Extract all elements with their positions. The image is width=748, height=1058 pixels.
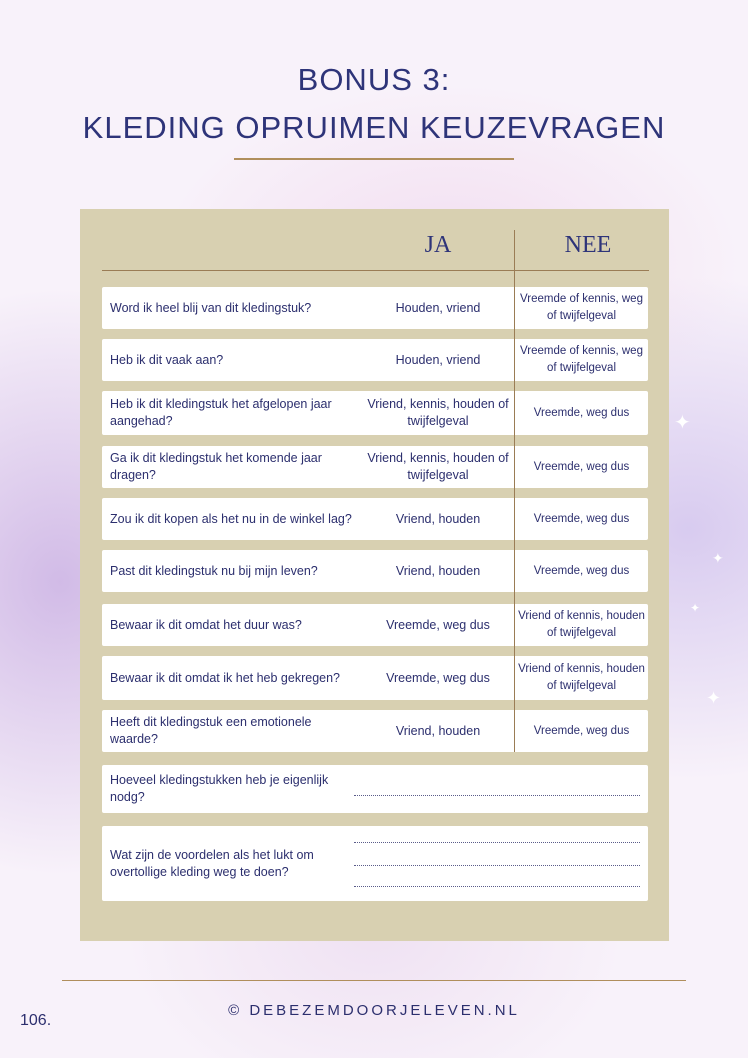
column-header-ja: JA: [424, 232, 452, 258]
answer-line[interactable]: [354, 886, 640, 887]
sparkle-icon: ✦: [690, 601, 701, 615]
question-row-2: [102, 339, 648, 381]
answer-ja: Vreemde, weg dus: [386, 617, 490, 632]
answer-ja: Vriend, kennis, houden of twijfelgeval: [367, 397, 509, 428]
question-row-5: [102, 498, 648, 540]
answer-nee: Vreemde, weg dus: [533, 460, 630, 473]
question-row-7: [102, 604, 648, 646]
answer-nee: Vreemde, weg dus: [533, 406, 630, 419]
answer-line[interactable]: [354, 842, 640, 843]
answer-nee: Vreemde of kennis, weg of twijfelgeval: [520, 293, 643, 322]
question-row-6: [102, 550, 648, 592]
question-text: Ga ik dit kledingstuk het komende jaar dragen?: [110, 451, 322, 482]
open-question-row-2: [102, 826, 648, 901]
footer-website: © DEBEZEMDOORJELEVEN.NL: [228, 1002, 520, 1019]
question-row-3: [102, 391, 648, 435]
footer-divider: [62, 980, 686, 981]
header-divider: [102, 270, 649, 271]
question-text: Heb ik dit kledingstuk het afgelopen jaar aangehad?: [110, 397, 332, 428]
title-line-2: KLEDING OPRUIMEN KEUZEVRAGEN: [82, 110, 666, 145]
open-question-text: Wat zijn de voordelen als het lukt om overtollige kleding weg te doen?: [110, 847, 314, 879]
question-text: Word ik heel blij van dit kledingstuk?: [110, 300, 312, 315]
answer-nee: Vreemde, weg dus: [533, 724, 630, 737]
question-row-1: [102, 287, 648, 329]
answer-line[interactable]: [354, 865, 640, 866]
page-number: 106.: [20, 1012, 52, 1029]
answer-nee: Vreemde of kennis, weg of twijfelgeval: [520, 345, 643, 374]
answer-ja: Vreemde, weg dus: [386, 670, 490, 685]
question-text: Zou ik dit kopen als het nu in de winkel lag?: [110, 511, 352, 526]
title-divider: [234, 158, 514, 160]
answer-ja: Houden, vriend: [395, 352, 481, 367]
question-text: Past dit kledingstuk nu bij mijn leven?: [110, 563, 318, 578]
answer-ja: Houden, vriend: [395, 300, 481, 315]
answer-ja: Vriend, houden: [395, 563, 481, 578]
sparkle-icon: ✦: [706, 688, 722, 708]
answer-nee: Vriend of kennis, houden of twijfelgeval: [518, 663, 645, 692]
answer-line[interactable]: [354, 795, 640, 796]
column-header-nee: NEE: [564, 232, 612, 258]
answer-ja: Vriend, houden: [395, 723, 481, 738]
open-question-row-1: [102, 765, 648, 813]
answer-nee: Vreemde, weg dus: [533, 564, 630, 577]
question-text: Heb ik dit vaak aan?: [110, 352, 224, 367]
answer-nee: Vriend of kennis, houden of twijfelgeval: [518, 610, 645, 639]
answer-ja: Vriend, kennis, houden of twijfelgeval: [367, 451, 509, 482]
question-text: Bewaar ik dit omdat ik het heb gekregen?: [110, 670, 340, 685]
title-line-1: BONUS 3:: [297, 62, 451, 97]
question-text: Bewaar ik dit omdat het duur was?: [110, 617, 302, 632]
open-question-text: Hoeveel kledingstukken heb je eigenlijk nodg?: [110, 773, 329, 804]
sparkle-icon: ✦: [712, 550, 724, 566]
question-row-9: [102, 710, 648, 752]
question-text: Heeft dit kledingstuk een emotionele waarde?: [110, 715, 312, 746]
question-row-8: [102, 656, 648, 700]
question-row-4: [102, 446, 648, 488]
answer-ja: Vriend, houden: [395, 511, 481, 526]
column-divider: [514, 230, 515, 752]
sparkle-icon: ✦: [674, 412, 691, 434]
answer-nee: Vreemde, weg dus: [533, 512, 630, 525]
